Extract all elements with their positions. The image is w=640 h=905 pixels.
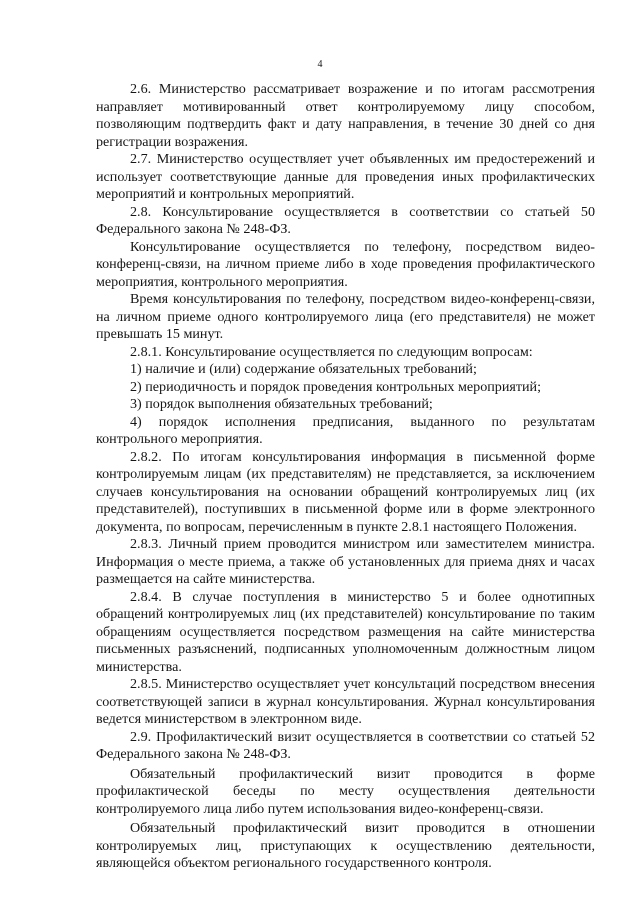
paragraph-2-8-4: 2.8.4. В случае поступления в министерство 5 и более однотипных обращений контролируемых лиц (их представителей) консультирование по таким обращениям осуществляется посредством размещения на сайте министерства письменных разъяснений, подписанных уполномоченным должностным лицом министерства.	[96, 588, 595, 675]
paragraph-2-8: 2.8. Консультирование осуществляется в соответствии со статьей 50 Федерального закона № 248-ФЗ.	[96, 203, 595, 237]
list-item-1: 1) наличие и (или) содержание обязательных требований;	[130, 361, 477, 377]
paragraph-consulting-time: Время консультирования по телефону, посредством видео-конференц-связи, на личном приеме одного контролируемого лица (его представителя) не может превышать 15 минут.	[96, 291, 595, 342]
paragraph-consulting-methods: Консультирование осуществляется по телефону, посредством видео-конференц-связи, на личном приеме либо в ходе проведения профилактического мероприятия, контрольного мероприятия.	[96, 238, 595, 290]
paragraph-2-8-2: 2.8.2. По итогам консультирования информация в письменной форме контролируемым лицам (их представителям) не представляется, за исключением случаев консультирования на основании обращений контролируемых лиц (их представителей), поступивших в письменной форме или в форме электронного документа, по вопросам, перечисленным в пункте 2.8.1 настоящего Положения.	[96, 448, 595, 535]
paragraph-2-7: 2.7. Министерство осуществляет учет объявленных им предостережений и использует соответствующие данные для проведения иных профилактических мероприятий и контрольных мероприятий.	[96, 151, 595, 202]
paragraph-2-8-1: 2.8.1. Консультирование осуществляется по следующим вопросам:	[130, 343, 533, 360]
paragraph-2-8-5: 2.8.5. Министерство осуществляет учет консультаций посредством внесения соответствующей записи в журнал консультирования. Журнал консультирования ведется министерством в электронном виде.	[96, 676, 595, 727]
list-item-4: 4) порядок исполнения предписания, выданного по результатам контрольного мероприятия.	[96, 413, 595, 447]
document-body	[96, 81, 595, 873]
paragraph-2-8-3: 2.8.3. Личный прием проводится министром или заместителем министра. Информация о месте приема, а также об установленных для приема днях и часах размещается на сайте министерства.	[96, 536, 595, 587]
paragraph-mandatory-visit-form: Обязательный профилактический визит проводится в форме профилактической беседы по месту осуществления деятельности контролируемого лица либо путем использования видео-конференц-связи.	[96, 765, 595, 817]
paragraph-2-6: 2.6. Министерство рассматривает возражение и по итогам рассмотрения направляет мотивированный ответ контролируемому лицу способом, позволяющим подтвердить факт и дату направления, в течение 30 дней со дня регистрации возражения.	[96, 81, 595, 150]
paragraph-mandatory-visit-scope: Обязательный профилактический визит проводится в отношении контролируемых лиц, приступающих к осуществлению деятельности, являющейся объектом регионального государственного контроля.	[96, 820, 595, 871]
page-number: 4	[317, 59, 323, 70]
list-item-3: 3) порядок выполнения обязательных требований;	[130, 396, 433, 412]
list-item-2: 2) периодичность и порядок проведения контрольных мероприятий;	[130, 378, 542, 395]
paragraph-2-9: 2.9. Профилактический визит осуществляется в соответствии со статьей 52 Федерального закона № 248-ФЗ.	[96, 728, 595, 762]
